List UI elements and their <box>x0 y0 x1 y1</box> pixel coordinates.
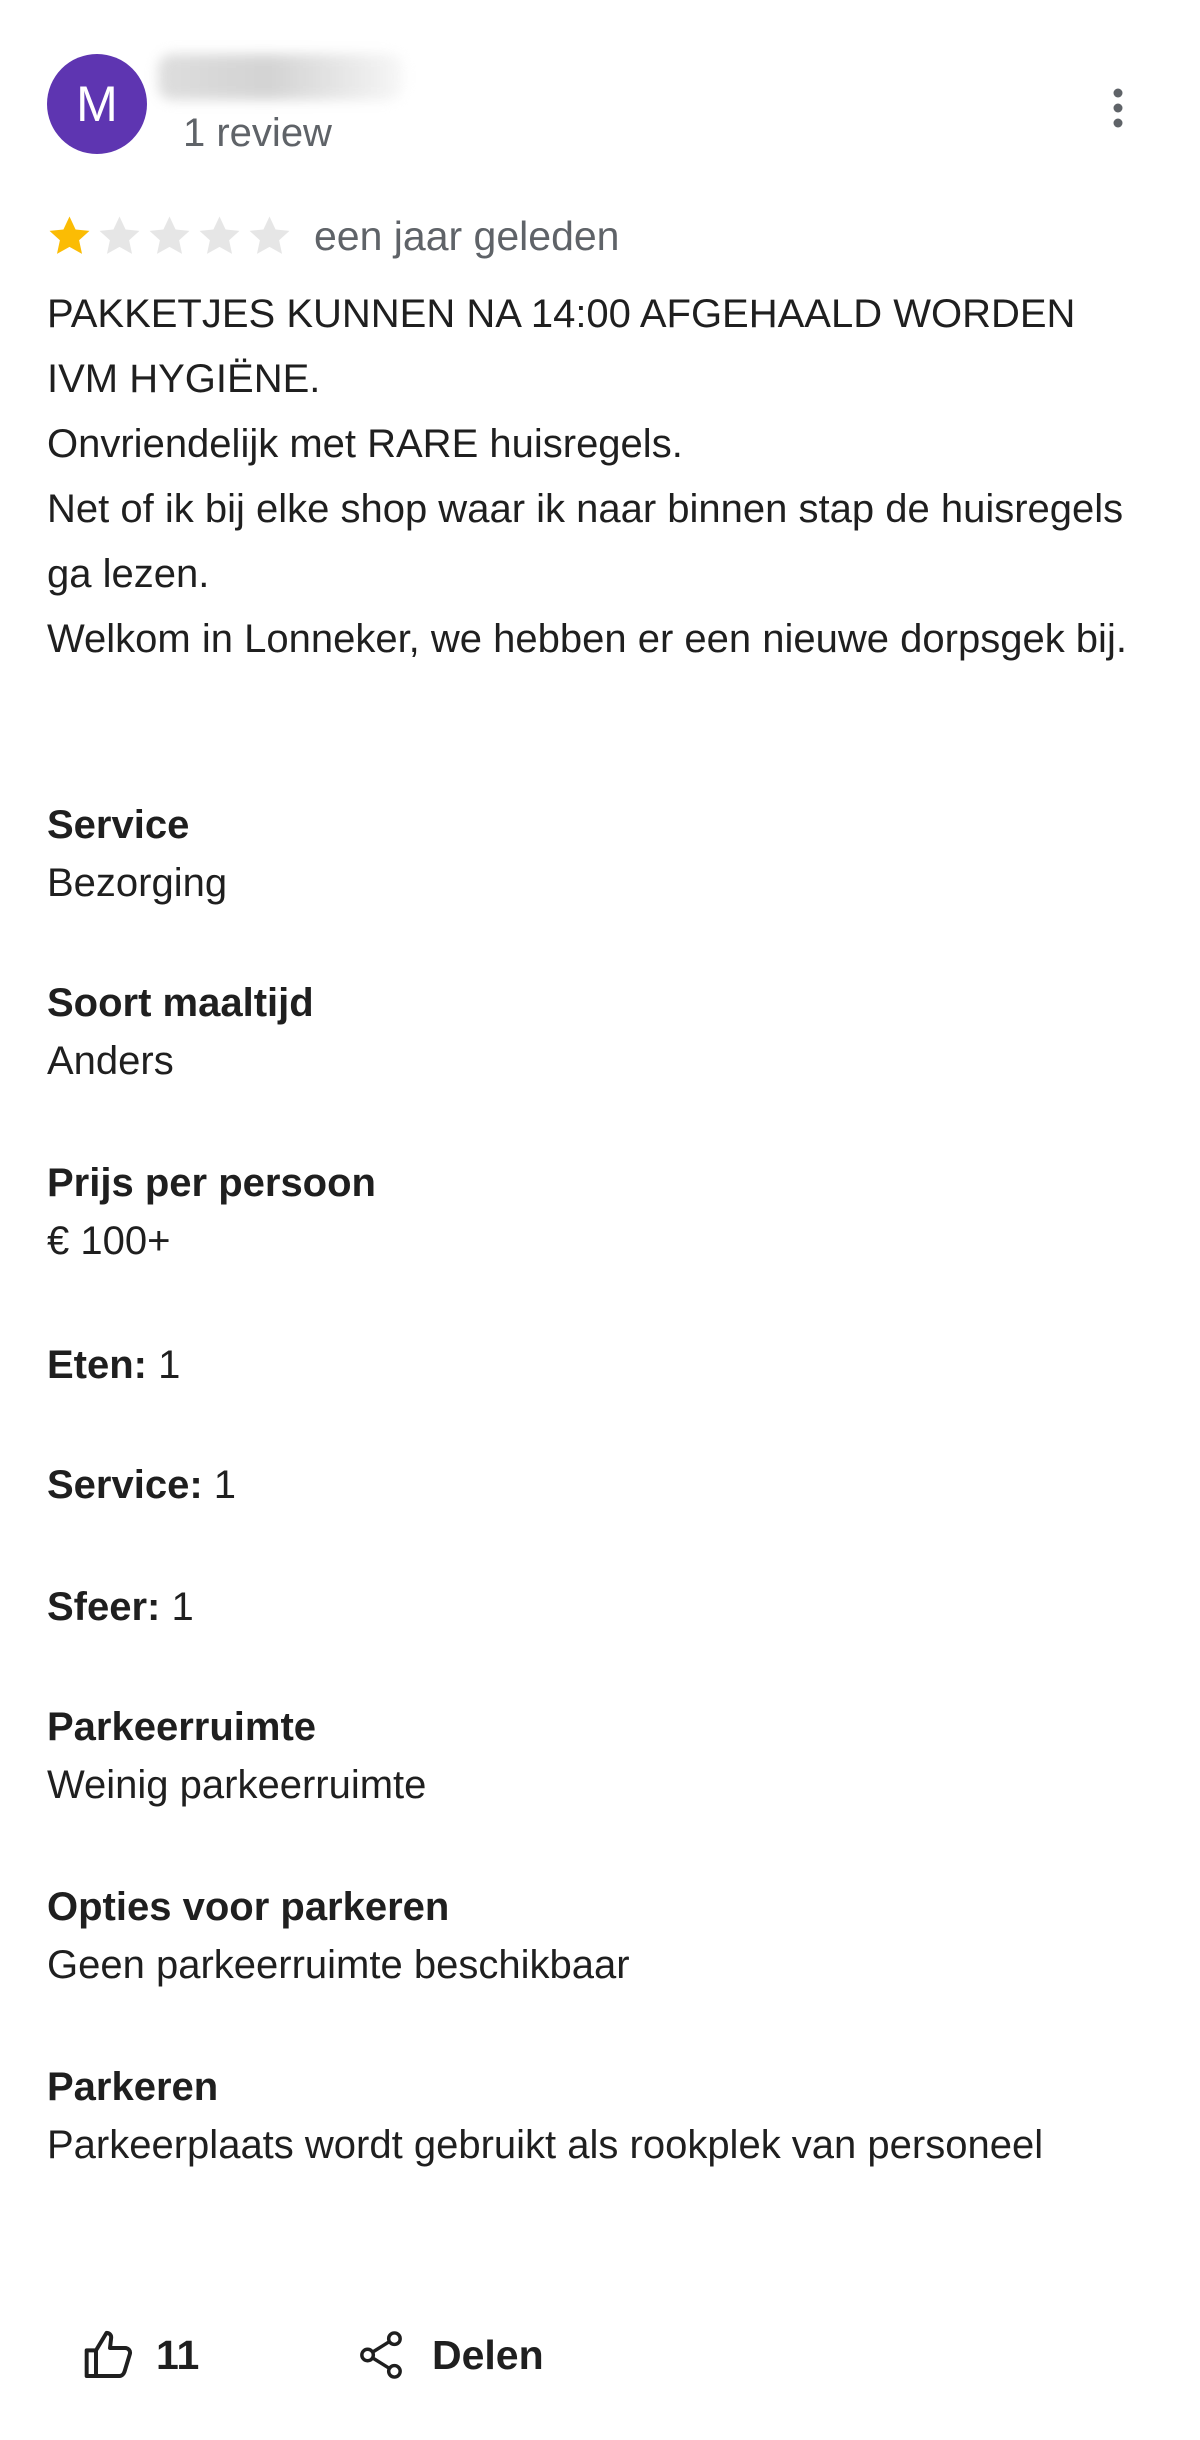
thumbs-up-icon <box>82 2327 138 2383</box>
review-text-line: Welkom in Lonneker, we hebben er een nieuwe dorpsgek bij. <box>47 617 1127 661</box>
detail-value: 1 <box>171 1585 194 1629</box>
detail-value: Geen parkeerruimte beschikbaar <box>47 1943 630 1987</box>
detail-label: Soort maaltijd <box>47 981 314 1025</box>
detail-price <box>47 1154 376 1270</box>
detail-label: Parkeerruimte <box>47 1705 317 1749</box>
review-text-line: Onvriendelijk met RARE huisregels. <box>47 422 683 466</box>
author-review-count[interactable]: 1 review <box>183 111 332 155</box>
like-count: 11 <box>156 2331 200 2378</box>
detail-parking <box>47 2058 1157 2174</box>
review-text <box>47 282 1157 672</box>
detail-label: Eten: <box>47 1343 147 1387</box>
star-empty-icon <box>146 213 193 260</box>
review-text-line: PAKKETJES KUNNEN NA 14:00 AFGEHAALD WORDEN IVM HYGIËNE. <box>47 292 1076 401</box>
detail-label: Opties voor parkeren <box>47 1885 450 1929</box>
detail-label: Service <box>47 803 190 847</box>
detail-parking-space <box>47 1698 426 1814</box>
detail-value: Bezorging <box>47 861 228 905</box>
more-vert-icon <box>1111 86 1125 130</box>
detail-service-rating <box>47 1456 236 1514</box>
author-name-redacted[interactable] <box>158 54 403 100</box>
star-empty-icon <box>246 213 293 260</box>
detail-value: € 100+ <box>47 1219 171 1263</box>
share-icon <box>358 2330 404 2380</box>
like-button[interactable] <box>82 2322 199 2388</box>
star-rating <box>46 212 293 260</box>
review-text-line: Net of ik bij elke shop waar ik naar binnen stap de huisregels ga lezen. <box>47 487 1124 596</box>
avatar[interactable] <box>47 54 147 154</box>
detail-label: Parkeren <box>47 2065 219 2109</box>
detail-value: Parkeerplaats wordt gebruikt als rookplek van personeel <box>47 2123 1044 2167</box>
detail-value: Anders <box>47 1039 174 1083</box>
avatar-initial: M <box>76 76 118 132</box>
star-empty-icon <box>196 213 243 260</box>
detail-label: Sfeer: <box>47 1585 161 1629</box>
detail-service <box>47 796 227 912</box>
detail-food-rating <box>47 1336 180 1394</box>
review-time: een jaar geleden <box>314 213 620 259</box>
share-button[interactable] <box>358 2322 544 2388</box>
more-options-button[interactable] <box>1096 86 1140 130</box>
detail-value: 1 <box>158 1343 181 1387</box>
detail-atmosphere-rating <box>47 1578 194 1636</box>
review-actions <box>0 2322 1200 2388</box>
detail-value: Weinig parkeerruimte <box>47 1763 427 1807</box>
detail-meal-type <box>47 974 314 1090</box>
detail-label: Service: <box>47 1463 203 1507</box>
detail-value: 1 <box>213 1463 237 1507</box>
share-label: Delen <box>432 2331 544 2378</box>
detail-label: Prijs per persoon <box>47 1161 376 1205</box>
star-filled-icon <box>46 213 93 260</box>
detail-parking-options <box>47 1878 630 1994</box>
star-empty-icon <box>96 213 143 260</box>
